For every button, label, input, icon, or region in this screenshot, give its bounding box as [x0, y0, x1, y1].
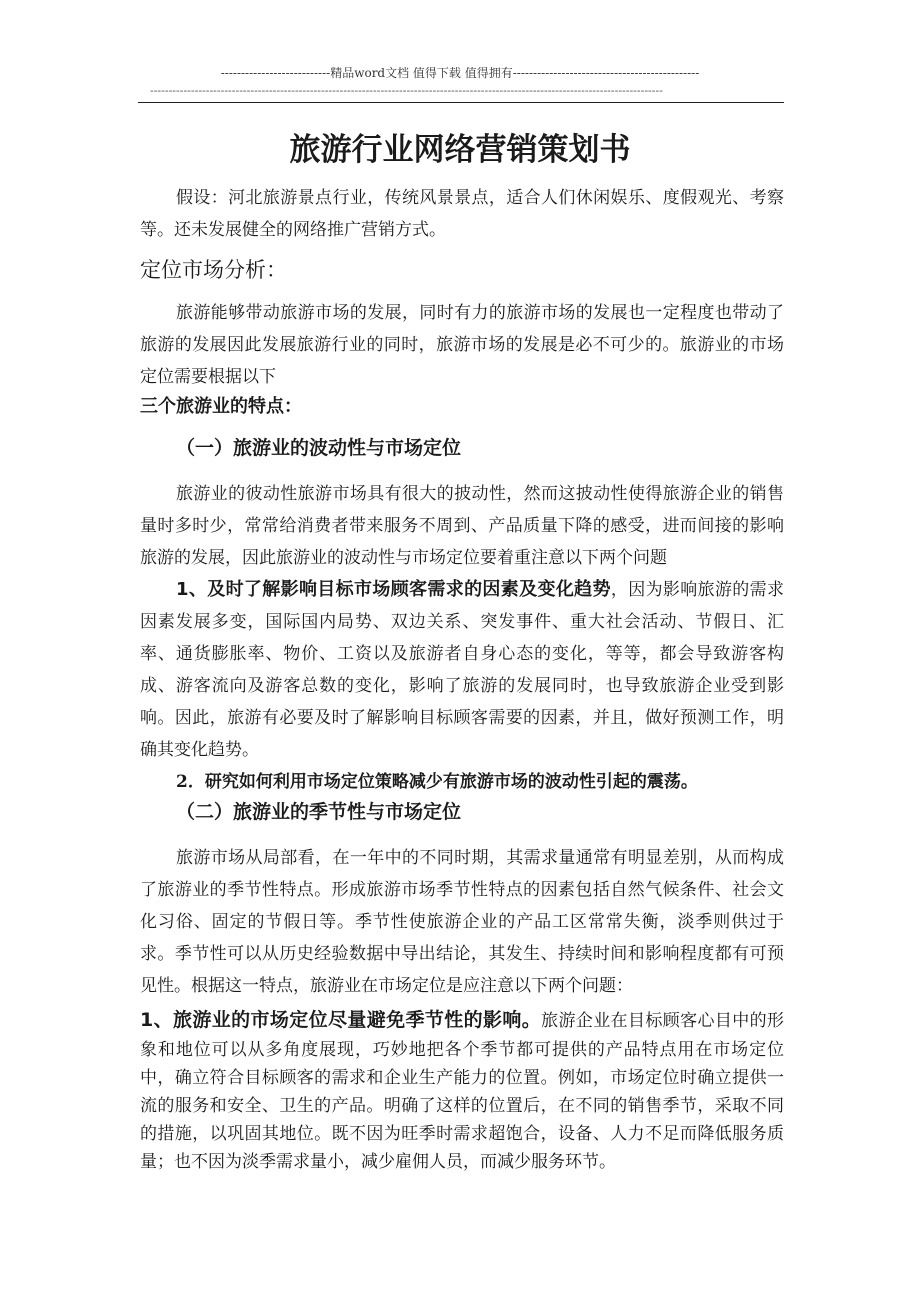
seasonality-paragraph: 旅游市场从局部看，在一年中的不同时期，其需求量通常有明显差别，从而构成了旅游业的季节性特点。形成旅游市场季节性特点的因素包括自然气候条件、社会文化习俗、固定的节假日等。季节性使旅游企业的产品工区常常失衡，淡季则供过于求。季节性可以从历史经验数据中导出结论，其发生、持续时间和影响程度都有可预见性。根据这一特点，旅游业在市场定位是应注意以下两个问题：: [140, 848, 784, 996]
features-heading-block: [140, 392, 784, 422]
market-analysis-paragraph: 旅游能够带动旅游市场的发展，同时有力的旅游市场的发展也一定程度也带动了旅游的发展因此发展旅游行业的同时，旅游市场的发展是必不可少的。旅游业的市场定位需要根据以下: [140, 303, 784, 387]
subsection-heading-volatility: （一）旅游业的波动性与市场定位: [176, 437, 462, 459]
point-1-text: ，因为影响旅游的需求因素发展多变，国际国内局势、双边关系、突发事件、重大社会活动、节假日、汇率、通货膨胀率、物价、工资以及旅游者自身心态的变化，等等，都会导致游客构成、游客流向及游客总数的变化，影响了旅游的发展同时，也导致旅游企业受到影响。因此，旅游有必要及时了解影响目标顾客需要的因素，并且，做好预测工作，明确其变化趋势。: [140, 580, 785, 760]
volatility-paragraph: 旅游业的彼动性旅游市场具有很大的披动性，然而这披动性使得旅游企业的销售量时多时少，常常给消费者带来服务不周到、产品质量下降的感受，进而间接的影响旅游的发展，因此旅游业的波动性与市场定位要着重注意以下两个问题: [140, 484, 784, 568]
point-1-lead: 1、及时了解影响目标市场顾客需求的因素及变化趋势: [176, 579, 611, 600]
subsection-heading-seasonality: （二）旅游业的季节性与市场定位: [176, 801, 462, 823]
header-rule: [138, 102, 784, 103]
season-point-1-text: 旅游企业在目标顾客心目中的形象和地位可以从多角度展现，巧妙地把各个季节都可提供的产品特点用在市场定位中，确立符合目标顾客的需求和企业生产能力的位置。例如，市场定位时确立提供一流的服务和安全、卫生的产品。明确了这样的位置后，在不同的销售季节，采取不同的措施，以巩固其地位。既不因为旺季时需求超饱合，设备、人力不足而降低服务质量；也不因为淡季需求量小，减少雇佣人员，而减少服务环节。: [140, 1011, 784, 1172]
sub1-block: [140, 478, 784, 798]
document-title: 旅游行业网络营销策划书: [289, 132, 631, 168]
volatility-point-1: [140, 574, 784, 766]
seasonality-point-1-block: [140, 1004, 784, 1176]
running-header: ---------------------------精品word文档 值得下载 值得拥有----------------------------------------------: [220, 66, 700, 80]
header-dash-line: ------------------------------------------------------------------------------------------------------------------------------------------: [150, 84, 663, 97]
volatility-point-2: 2．研究如何利用市场定位策略减少有旅游市场的波动性引起的震荡。: [176, 772, 698, 792]
section-market-analysis: [140, 254, 784, 286]
seasonality-point-1: [140, 1004, 784, 1176]
sub1-heading-block: [140, 432, 784, 464]
sub2-heading-block: [140, 796, 784, 828]
market-analysis-block: [140, 297, 784, 393]
intro-block: [140, 182, 784, 246]
section-heading: 定位市场分析：: [140, 258, 287, 282]
sub2-block: [140, 842, 784, 1002]
intro-paragraph: 假设：河北旅游景点行业，传统风景景点，适合人们休闲娱乐、度假观光、考察等。还未发展健全的网络推广营销方式。: [140, 188, 784, 240]
season-point-1-lead: 1、旅游业的市场定位尽量避免季节性的影响。: [140, 1009, 542, 1031]
features-heading: 三个旅游业的特点：: [140, 396, 302, 417]
